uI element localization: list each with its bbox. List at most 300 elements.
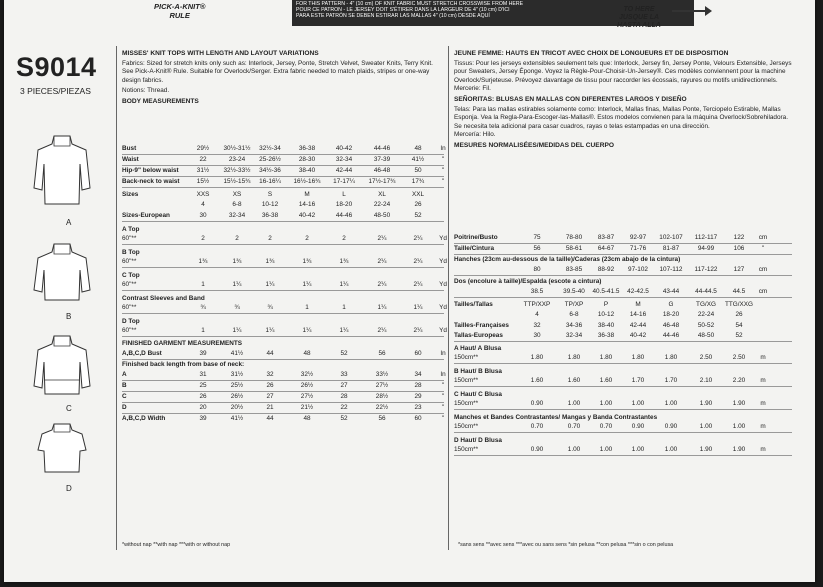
table-value: 83-87 <box>597 234 615 241</box>
english-nap-legend: *without nap **with nap ***with or without nap <box>122 542 231 548</box>
table-row <box>122 156 448 165</box>
table-value: 127 <box>733 266 745 273</box>
row-label: FINISHED GARMENT MEASUREMENTS <box>122 340 243 347</box>
table-value: 0.90 <box>530 446 544 453</box>
table-row <box>122 167 448 176</box>
table-value: 32½-34 <box>259 145 281 152</box>
table-value: 40-42 <box>335 145 353 152</box>
row-divider <box>454 455 792 456</box>
table-value: 30½-31½ <box>223 145 251 152</box>
table-value: 14-16 <box>629 311 647 318</box>
garment-a-illustration <box>32 130 92 210</box>
unit-label: Yd <box>439 304 447 311</box>
table-row <box>122 361 448 370</box>
table-value: 1.90 <box>699 400 713 407</box>
row-label: Hip-9" below waist <box>122 167 179 174</box>
table-value: 81-87 <box>662 245 680 252</box>
table-value: TG/XG <box>696 301 716 308</box>
unit-label: " <box>761 245 765 252</box>
table-value: 40-42 <box>629 332 647 339</box>
row-label: Contrast Sleeves and Band <box>122 295 205 302</box>
table-value: 40-42 <box>298 212 316 219</box>
table-value: 1.60 <box>599 377 613 384</box>
unit-label: Yd <box>439 235 447 242</box>
row-divider <box>122 359 444 360</box>
row-label: 150cm** <box>454 446 479 453</box>
table-row <box>454 446 799 455</box>
row-label: 150cm** <box>454 400 479 407</box>
row-divider <box>454 409 792 410</box>
table-value: 30 <box>533 332 541 339</box>
row-divider <box>122 391 444 392</box>
unit-label: Yd <box>439 281 447 288</box>
table-value: G <box>668 301 674 308</box>
table-value: 1.00 <box>631 400 645 407</box>
table-row <box>454 400 799 409</box>
row-label: Dos (encolure à taille)/Espalda (escote a cintura) <box>454 278 602 285</box>
table-value: 31½ <box>196 167 210 174</box>
table-value: 36-38 <box>298 145 316 152</box>
row-label: Hanches (23cm au-dessous de la taille)/Caderas (23cm abajo de la cintura) <box>454 256 681 263</box>
table-value: XXS <box>196 191 210 198</box>
table-row <box>454 414 799 423</box>
table-value: 22 <box>340 404 348 411</box>
pattern-envelope-back <box>4 0 815 582</box>
table-value: 18-20 <box>335 201 353 208</box>
table-value: ¾ <box>267 304 273 311</box>
table-value: 42-44 <box>629 322 647 329</box>
table-value: 1¾ <box>302 258 312 265</box>
row-label: Waist <box>122 156 139 163</box>
table-value: 34-36 <box>565 322 583 329</box>
table-value: 80 <box>533 266 541 273</box>
table-value: 58-61 <box>565 245 583 252</box>
table-row <box>454 354 799 363</box>
table-value: 122 <box>733 234 745 241</box>
table-value: TTG/XXG <box>724 301 754 308</box>
table-value: 44-46 <box>662 332 680 339</box>
table-value: 2.50 <box>732 354 746 361</box>
unit-label: In <box>440 350 446 357</box>
table-value: 28-30 <box>298 156 316 163</box>
table-value: 1.00 <box>664 400 678 407</box>
table-value: 50 <box>414 167 422 174</box>
table-row <box>454 245 799 254</box>
table-value: 32-34 <box>565 332 583 339</box>
row-label: Sizes-European <box>122 212 170 219</box>
table-value: 0.90 <box>631 423 645 430</box>
table-value: 48 <box>414 145 422 152</box>
table-value: 48 <box>303 415 311 422</box>
table-value: 2¼ <box>377 327 387 334</box>
table-value: 1¼ <box>339 327 349 334</box>
table-row <box>454 256 799 265</box>
french-tissus: Tissus: Pour les jerseys extensibles seulement tels que: Interlock, Jersey fin, Jersey Ponte, Velours Extensible, Jerseys pour Sweaters, Jersey Éponge. Voyez la Règle-Pour-Choisir-Un-Jersey®. Ces modèles conviennent pour la machine Overlock/Surjeteuse. Prévoyez davantage de tissu pour raccorder les écossais, rayures ou motifs unidirectionnels. <box>454 60 792 84</box>
table-value: TTP/XXP <box>523 301 551 308</box>
table-value: 44 <box>266 415 274 422</box>
table-value: 27 <box>266 393 274 400</box>
table-value: 31½ <box>230 371 244 378</box>
table-value: 23-24 <box>228 156 246 163</box>
table-value: 17¾ <box>411 178 425 185</box>
garment-b-illustration <box>32 240 92 310</box>
table-row <box>122 393 448 402</box>
table-value: 38-40 <box>298 167 316 174</box>
table-value: 40.5-41.5 <box>592 288 620 295</box>
table-row <box>454 437 799 446</box>
table-value: 2¼ <box>377 281 387 288</box>
table-value: 2 <box>342 235 346 242</box>
table-value: 48 <box>303 350 311 357</box>
table-value: 25 <box>199 382 207 389</box>
spanish-merceria: Mercería: Hilo. <box>454 130 496 138</box>
table-row <box>122 404 448 413</box>
table-value: 10-12 <box>597 311 615 318</box>
unit-label: " <box>441 382 445 389</box>
column-divider <box>448 46 449 550</box>
row-divider <box>454 275 792 276</box>
row-divider <box>122 413 444 414</box>
column-divider <box>116 46 117 550</box>
row-divider <box>122 154 444 155</box>
table-value: 88-92 <box>597 266 615 273</box>
english-size-table <box>122 0 448 582</box>
table-row <box>122 178 448 187</box>
table-value: 1.00 <box>732 423 746 430</box>
unit-label: " <box>441 404 445 411</box>
row-divider <box>454 363 792 364</box>
table-value: 1¾ <box>232 258 242 265</box>
table-row <box>122 318 448 327</box>
row-divider <box>122 290 444 291</box>
table-value: 1.00 <box>567 400 581 407</box>
table-value: 28 <box>340 393 348 400</box>
row-divider <box>454 432 792 433</box>
table-value: 1.80 <box>664 354 678 361</box>
french-title: JEUNE FEMME: HAUTS EN TRICOT AVEC CHOIX DE LONGUEURS ET DE DISPOSITION <box>454 50 729 57</box>
table-value: 78-80 <box>565 234 583 241</box>
row-divider <box>454 386 792 387</box>
table-value: XXL <box>411 191 425 198</box>
table-value: 83-85 <box>565 266 583 273</box>
row-label: 60"** <box>122 235 137 242</box>
row-label: C <box>122 393 127 400</box>
table-value: 4 <box>201 201 205 208</box>
table-value: 26 <box>266 382 274 389</box>
table-value: 44.5 <box>732 288 746 295</box>
row-label: A Top <box>122 226 140 233</box>
table-value: L <box>342 191 346 198</box>
table-value: 15½-15¾ <box>223 178 251 185</box>
table-value: 29 <box>414 393 422 400</box>
table-value: 71-76 <box>629 245 647 252</box>
table-row <box>454 332 799 341</box>
table-value: 39 <box>199 415 207 422</box>
table-value: 1¼ <box>232 281 242 288</box>
row-divider <box>454 254 792 255</box>
row-label: A <box>122 371 127 378</box>
table-value: 41½ <box>230 350 244 357</box>
table-value: 75 <box>533 234 541 241</box>
table-value: 2 <box>305 235 309 242</box>
table-value: 16½-16¾ <box>293 178 321 185</box>
table-value: 6-8 <box>232 201 242 208</box>
table-row <box>122 382 448 391</box>
table-row <box>454 322 799 331</box>
table-value: 21½ <box>300 404 314 411</box>
table-row <box>454 234 799 243</box>
table-value: 1.00 <box>599 400 613 407</box>
table-value: 1¼ <box>302 281 312 288</box>
table-value: 1.80 <box>530 354 544 361</box>
table-value: 56 <box>533 245 541 252</box>
table-value: 36-38 <box>597 332 615 339</box>
table-value: 56 <box>378 415 386 422</box>
table-value: 32-34 <box>335 156 353 163</box>
table-value: 1.00 <box>599 446 613 453</box>
unit-label: Yd <box>439 327 447 334</box>
unit-label: m <box>760 377 766 384</box>
table-value: 50-52 <box>697 322 715 329</box>
table-value: 1¼ <box>265 327 275 334</box>
table-value: 1¾ <box>265 258 275 265</box>
table-value: 1.60 <box>567 377 581 384</box>
table-value: 112-117 <box>694 234 718 241</box>
row-label: Sizes <box>122 191 139 198</box>
table-row <box>454 288 799 297</box>
unit-label: m <box>760 423 766 430</box>
table-value: 20 <box>199 404 207 411</box>
table-value: 28 <box>414 382 422 389</box>
unit-label: " <box>441 415 445 422</box>
pattern-number: S9014 <box>16 52 97 82</box>
table-value: 17-17¼ <box>333 178 355 185</box>
table-value: 36-38 <box>261 212 279 219</box>
table-value: 1¾ <box>339 258 349 265</box>
row-divider <box>122 165 444 166</box>
table-value: 22 <box>199 156 207 163</box>
table-value: XL <box>378 191 386 198</box>
table-value: 1.00 <box>664 446 678 453</box>
table-row <box>122 272 448 281</box>
table-value: 1.90 <box>732 446 746 453</box>
table-value: 1¾ <box>198 258 208 265</box>
table-value: 23 <box>414 404 422 411</box>
table-row <box>122 249 448 258</box>
row-divider <box>122 244 444 245</box>
row-label: D <box>122 404 127 411</box>
table-value: 94-99 <box>697 245 715 252</box>
unit-label: m <box>760 446 766 453</box>
table-value: 60 <box>414 415 422 422</box>
unit-label: " <box>441 393 445 400</box>
unit-label: " <box>441 178 445 185</box>
row-divider <box>122 267 444 268</box>
table-value: P <box>603 301 609 308</box>
table-value: 2 <box>268 235 272 242</box>
row-label: D Haut/ D Blusa <box>454 437 502 444</box>
figure-label-a: A <box>66 218 72 227</box>
table-value: 1 <box>342 304 346 311</box>
row-divider <box>122 336 444 337</box>
table-value: M <box>635 301 641 308</box>
table-value: 39 <box>199 350 207 357</box>
row-label: Finished back length from base of neck: <box>122 361 245 368</box>
unit-label: cm <box>758 288 768 295</box>
table-row <box>454 266 799 275</box>
english-notions: Notions: Thread. <box>122 86 170 94</box>
table-row <box>122 415 448 424</box>
table-value: 28½ <box>375 393 389 400</box>
table-value: 48-50 <box>373 212 391 219</box>
table-row <box>122 350 448 359</box>
table-value: 1.60 <box>530 377 544 384</box>
table-value: 2¼ <box>413 258 423 265</box>
table-value: 92-97 <box>629 234 647 241</box>
figure-label-d: D <box>66 484 72 493</box>
table-value: 0.90 <box>664 423 678 430</box>
metric-heading: MESURES NORMALISÉES/MEDIDAS DEL CUERPO <box>454 142 614 150</box>
body-measurements-heading: BODY MEASUREMENTS <box>122 98 199 106</box>
unit-label: " <box>441 156 445 163</box>
table-row <box>122 295 448 304</box>
table-value: 25½ <box>230 382 244 389</box>
table-value: 97-102 <box>628 266 648 273</box>
table-value: 33½ <box>375 371 389 378</box>
table-row <box>454 377 799 386</box>
table-value: 48-50 <box>697 332 715 339</box>
row-divider <box>454 341 792 342</box>
table-row <box>122 226 448 235</box>
table-value: 26 <box>199 393 207 400</box>
table-value: 1¼ <box>232 327 242 334</box>
figure-label-b: B <box>66 312 72 321</box>
table-value: 64-67 <box>597 245 615 252</box>
row-label: 150cm** <box>454 423 479 430</box>
unit-label: cm <box>758 234 768 241</box>
table-row <box>122 327 448 336</box>
table-value: ¾ <box>234 304 240 311</box>
row-label: Tailles/Tallas <box>454 301 493 308</box>
table-value: 44-46 <box>373 145 391 152</box>
table-value: 32-34 <box>228 212 246 219</box>
table-value: 2.10 <box>699 377 713 384</box>
row-label: C Haut/ C Blusa <box>454 391 502 398</box>
table-value: 41½ <box>411 156 425 163</box>
table-value: 37-39 <box>373 156 391 163</box>
row-label: 60"** <box>122 327 137 334</box>
table-value: ¾ <box>200 304 206 311</box>
row-divider <box>122 221 444 222</box>
row-label: Manches et Bandes Contrastantes/ Mangas y Banda Contrastantes <box>454 414 658 421</box>
table-value: 0.70 <box>530 423 544 430</box>
table-value: 1 <box>305 304 309 311</box>
garment-d-illustration <box>36 420 88 478</box>
table-value: 17½-17¾ <box>368 178 396 185</box>
table-value: XS <box>232 191 242 198</box>
table-value: 16-16¼ <box>259 178 281 185</box>
table-value: 43-44 <box>662 288 680 295</box>
table-value: 42-44 <box>335 167 353 174</box>
table-row <box>454 368 799 377</box>
row-divider <box>454 243 792 244</box>
spanish-telas: Telas: Para las mallas estirables solamente como: Interlock, Mallas finas, Mallas Ponte, Terciopelo Estirable, Mallas Esponja. Vea la Regla-Para-Escoger-las-Mallas®. Estos modelos convienen para la máquina Overlock/Sobrehiladora. Se necesita tela adicional para casar cuadros, rayas o telas estampadas en una dirección. <box>454 106 788 130</box>
table-value: 1.00 <box>631 446 645 453</box>
table-value: 52 <box>414 212 422 219</box>
pick-a-knit-label: PICK-A-KNIT® RULE <box>154 2 206 20</box>
row-divider <box>122 402 444 403</box>
unit-label: cm <box>758 266 768 273</box>
table-value: 60 <box>414 350 422 357</box>
table-value: 27½ <box>300 393 314 400</box>
spanish-title: SEÑORITAS: BLUSAS EN MALLAS CON DIFERENTES LARGOS Y DISEÑO <box>454 96 687 104</box>
table-row <box>454 278 799 287</box>
table-row <box>454 301 799 310</box>
row-divider <box>122 176 444 177</box>
table-row <box>122 340 448 349</box>
table-row <box>122 212 448 221</box>
table-value: 1¼ <box>413 304 423 311</box>
metric-size-table <box>454 0 799 582</box>
unit-label: In <box>440 145 446 152</box>
row-label: A,B,C,D Bust <box>122 350 162 357</box>
table-row <box>122 281 448 290</box>
table-value: 46-48 <box>373 167 391 174</box>
table-row <box>454 345 799 354</box>
row-label: Back-neck to waist <box>122 178 180 185</box>
table-value: 42-42.5 <box>627 288 649 295</box>
table-value: 46-48 <box>662 322 680 329</box>
english-title: MISSES' KNIT TOPS WITH LENGTH AND LAYOUT VARIATIONS <box>122 50 319 57</box>
table-value: 1.80 <box>631 354 645 361</box>
english-fabrics: Fabrics: Sized for stretch knits only such as: Interlock, Jersey, Ponte, Stretch Velvet, Sweater Knits, Terry Knit. See Pick-A-Knit® Rule. Suitable for Overlock/Serger. Extra fabric needed to match plaids, stripes or one-way design fabrics. <box>122 60 433 84</box>
table-value: 2¼ <box>413 281 423 288</box>
unit-label: " <box>441 167 445 174</box>
table-value: 44 <box>266 350 274 357</box>
table-value: 27 <box>340 382 348 389</box>
table-value: S <box>267 191 273 198</box>
row-label: Tailles-Françaises <box>454 322 509 329</box>
row-divider <box>122 313 444 314</box>
table-value: 33 <box>340 371 348 378</box>
table-value: 1.70 <box>664 377 678 384</box>
table-value: 52 <box>340 415 348 422</box>
table-value: 18-20 <box>662 311 680 318</box>
table-row <box>122 304 448 313</box>
table-value: 52 <box>735 332 743 339</box>
table-row <box>454 311 799 320</box>
row-label: 150cm** <box>454 377 479 384</box>
table-value: 2¼ <box>413 235 423 242</box>
table-value: 32 <box>266 371 274 378</box>
table-value: 1.80 <box>599 354 613 361</box>
row-label: A,B,C,D Width <box>122 415 166 422</box>
unit-label: m <box>760 400 766 407</box>
table-value: 38-40 <box>597 322 615 329</box>
row-label: B <box>122 382 127 389</box>
table-value: 0.90 <box>530 400 544 407</box>
table-value: 1¼ <box>302 327 312 334</box>
table-value: 20½ <box>230 404 244 411</box>
table-value: 2.50 <box>699 354 713 361</box>
table-value: 107-112 <box>659 266 683 273</box>
table-row <box>122 235 448 244</box>
row-label: B Haut/ B Blusa <box>454 368 502 375</box>
table-value: 54 <box>735 322 743 329</box>
table-value: 1¼ <box>377 304 387 311</box>
row-label: A Haut/ A Blusa <box>454 345 502 352</box>
table-value: 22-24 <box>373 201 391 208</box>
